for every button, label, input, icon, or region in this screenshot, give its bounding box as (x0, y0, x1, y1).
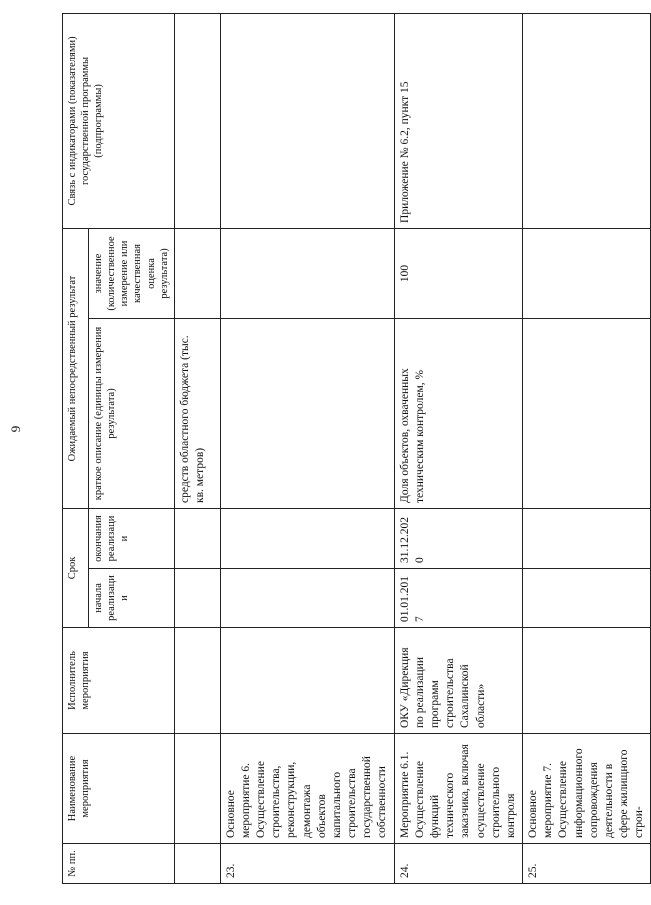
cell-end (174, 508, 220, 568)
cell-name: Основное мероприятие 7. Осуществление информационного сопровождения деятельности в сфере жилищного строи- (523, 734, 651, 844)
header-num: № пп. (63, 844, 175, 884)
cell-desc: средств областного бюджета (тыс. кв. метров) (174, 318, 220, 508)
header-row-1 (63, 13, 89, 883)
cell-value (174, 228, 220, 318)
cell-start: 01.01.2017 (394, 569, 522, 628)
header-link: Связь с индикаторами (показателями) государственной программы (подпрограммы) (63, 13, 175, 228)
table-row-25 (523, 13, 651, 883)
cell-link (220, 13, 394, 228)
cell-executor (220, 628, 394, 734)
cell-num: 24. (394, 844, 522, 884)
cell-link (174, 13, 220, 228)
page-number: 9 (8, 425, 23, 433)
header-period-start: начала реализации (89, 569, 175, 628)
header-result-desc: краткое описание (единицы измерения результата) (89, 318, 175, 508)
table-row-continuation (174, 13, 220, 883)
header-period-end: окончания реализации (89, 508, 175, 568)
cell-name: Мероприятие 6.1. Осуществление функций технического заказчика, включая осуществление строительного контроля (394, 734, 522, 844)
cell-start (220, 569, 394, 628)
cell-desc: Доля объектов, охваченных техническим контролем, % (394, 318, 522, 508)
cell-link (523, 13, 651, 228)
cell-name: Основное мероприятие 6. Осуществление строительства, реконструкции, демонтажа объектов капитального строительства государственной собственности (220, 734, 394, 844)
table-row-24 (394, 13, 522, 883)
cell-num (174, 844, 220, 884)
cell-end (220, 508, 394, 568)
program-measures-table (62, 13, 651, 884)
cell-num: 23. (220, 844, 394, 884)
cell-value (523, 228, 651, 318)
cell-executor: ОКУ «Дирекция по реализации программ строительства Сахалинской области» (394, 628, 522, 734)
header-result-value: значение (количественное измерение или качественная оценка результата) (89, 228, 175, 318)
table-row-23 (220, 13, 394, 883)
cell-value (220, 228, 394, 318)
cell-executor (174, 628, 220, 734)
cell-desc (220, 318, 394, 508)
cell-desc (523, 318, 651, 508)
cell-end (523, 508, 651, 568)
cell-start (174, 569, 220, 628)
cell-end: 31.12.2020 (394, 508, 522, 568)
cell-num: 25. (523, 844, 651, 884)
cell-executor (523, 628, 651, 734)
header-name: Наименование мероприятия (63, 734, 175, 844)
cell-name (174, 734, 220, 844)
header-result: Ожидаемый непосредственный результат (63, 228, 89, 508)
header-executor: Исполнитель мероприятия (63, 628, 175, 734)
header-period: Срок (63, 508, 89, 627)
cell-value: 100 (394, 228, 522, 318)
rotated-table-container (62, 14, 646, 884)
cell-start (523, 569, 651, 628)
cell-link: Приложение № 6.2, пункт 15 (394, 13, 522, 228)
